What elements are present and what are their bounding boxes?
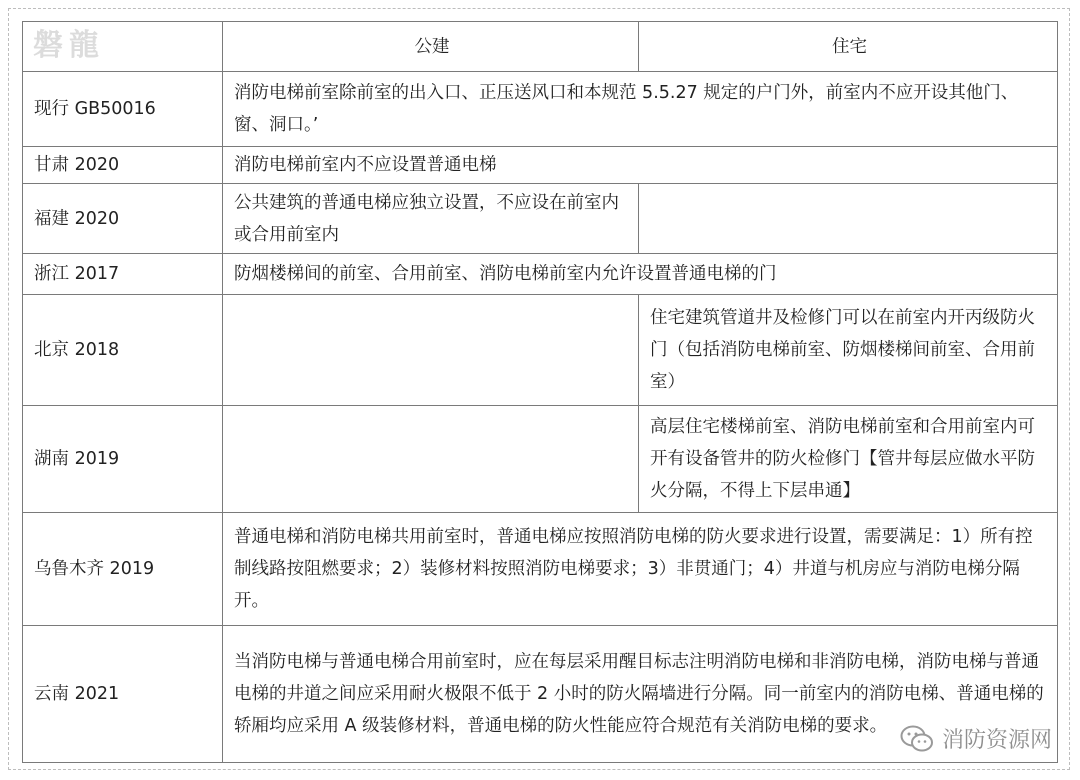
row-text-residential: 住宅建筑管道井及检修门可以在前室内开丙级防火门（包括消防电梯前室、防烟楼梯间前室、合用前室） xyxy=(639,295,1058,406)
header-residential: 住宅 xyxy=(639,22,1058,72)
header-row xyxy=(23,22,1058,72)
row-text: 当消防电梯与普通电梯合用前室时，应在每层采用醒目标志注明消防电梯和非消防电梯，消防电梯与普通电梯的井道之间应采用耐火极限不低于 2 小时的防火隔墙进行分隔。同一前室内的消防电梯、普通电梯的轿厢均应采用 A 级装修材料，普通电梯的防火性能应符合规范有关消防电梯的要求。 xyxy=(223,626,1058,763)
row-label: 福建 2020 xyxy=(23,184,223,254)
row-label: 北京 2018 xyxy=(23,295,223,406)
empty-cell xyxy=(223,406,639,513)
wechat-icon xyxy=(900,725,934,753)
row-label: 湖南 2019 xyxy=(23,406,223,513)
row-label: 现行 GB50016 xyxy=(23,72,223,147)
table-row xyxy=(23,147,1058,184)
table-row xyxy=(23,184,1058,254)
row-text: 消防电梯前室除前室的出入口、正压送风口和本规范 5.5.27 规定的户门外，前室内不应开设其他门、窗、洞口。’ xyxy=(223,72,1058,147)
row-label: 云南 2021 xyxy=(23,626,223,763)
empty-cell xyxy=(223,295,639,406)
row-text-residential: 高层住宅楼梯前室、消防电梯前室和合用前室内可开有设备管井的防火检修门【管井每层应做水平防火分隔，不得上下层串通】 xyxy=(639,406,1058,513)
row-label: 甘肃 2020 xyxy=(23,147,223,184)
row-text-public: 公共建筑的普通电梯应独立设置，不应设在前室内或合用前室内 xyxy=(223,184,639,254)
row-label: 浙江 2017 xyxy=(23,254,223,295)
row-label: 乌鲁木齐 2019 xyxy=(23,513,223,626)
table-row xyxy=(23,406,1058,513)
logo-watermark: 磐龍 xyxy=(33,28,105,63)
row-text: 消防电梯前室内不应设置普通电梯 xyxy=(223,147,1058,184)
empty-cell xyxy=(639,184,1058,254)
logo-cell xyxy=(23,22,223,72)
source-watermark xyxy=(900,723,1052,754)
row-text: 普通电梯和消防电梯共用前室时，普通电梯应按照消防电梯的防火要求进行设置，需要满足：1）所有控制线路按阻燃要求；2）装修材料按照消防电梯要求；3）非贯通门；4）井道与机房应与消防电梯分隔开。 xyxy=(223,513,1058,626)
row-text: 防烟楼梯间的前室、合用前室、消防电梯前室内允许设置普通电梯的门 xyxy=(223,254,1058,295)
table-row xyxy=(23,513,1058,626)
watermark-text: 消防资源网 xyxy=(941,728,1052,753)
table-row xyxy=(23,72,1058,147)
table-row xyxy=(23,295,1058,406)
header-public: 公建 xyxy=(223,22,639,72)
regulation-table xyxy=(22,21,1058,763)
table-row xyxy=(23,254,1058,295)
